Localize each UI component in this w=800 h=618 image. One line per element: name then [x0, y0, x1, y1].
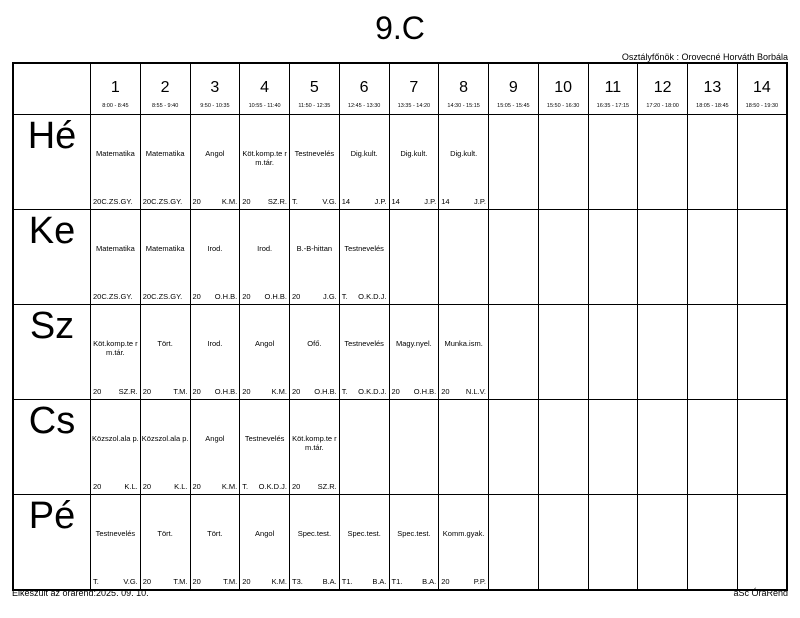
lesson-teacher: K.M. [271, 577, 287, 586]
empty-cell [439, 400, 489, 495]
lesson-cell [339, 305, 389, 400]
lesson-teacher: P.P. [473, 577, 486, 586]
lesson-group: 20 [242, 197, 251, 206]
lesson-group: 20C.ZS.GY. [93, 292, 133, 301]
lesson-group: 20 [391, 387, 400, 396]
empty-cell [638, 115, 688, 210]
empty-cell [389, 400, 439, 495]
lesson-group: T. [242, 482, 249, 491]
lesson-subject: Köt.komp.te rm.tár. [93, 339, 138, 357]
lesson-teacher: O.K.D.J. [258, 482, 287, 491]
day-row [13, 305, 787, 400]
empty-cell [688, 210, 738, 305]
lesson-subject: Tört. [157, 529, 173, 538]
period-time: 18:50 - 19:30 [745, 103, 779, 109]
lesson-teacher: J.G. [322, 292, 337, 301]
lesson-group: 20C.ZS.GY. [93, 197, 133, 206]
lesson-group: 20 [441, 577, 450, 586]
empty-cell [638, 210, 688, 305]
lesson-subject: Irod. [207, 244, 223, 253]
period-time: 15:05 - 15:45 [497, 103, 530, 109]
day-row [13, 115, 787, 210]
period-header [638, 63, 688, 115]
lesson-teacher: B.A. [372, 577, 387, 586]
lesson-cell [190, 495, 240, 591]
period-header [737, 63, 787, 115]
lesson-teacher: T.M. [223, 577, 238, 586]
lesson-group: 20 [441, 387, 450, 396]
empty-cell [588, 115, 638, 210]
lesson-teacher: B.A. [322, 577, 337, 586]
lesson-teacher: O.H.B. [264, 292, 287, 301]
period-number: 3 [210, 79, 220, 96]
lesson-teacher: J.P. [374, 197, 387, 206]
lesson-group: 20 [142, 482, 152, 491]
empty-cell [538, 305, 588, 400]
lesson-teacher: O.H.B. [214, 292, 238, 301]
lesson-subject: Irod. [207, 339, 223, 348]
period-number: 5 [309, 79, 319, 96]
period-number: 12 [653, 79, 672, 96]
period-time: 11:50 - 12:35 [298, 103, 331, 109]
empty-cell [489, 115, 539, 210]
empty-cell [588, 305, 638, 400]
lesson-group: 14 [441, 197, 450, 206]
lesson-group: 20 [242, 292, 251, 301]
period-number: 1 [110, 79, 120, 96]
period-time: 10:55 - 11:40 [248, 103, 281, 109]
lesson-group: T1. [391, 577, 403, 586]
empty-cell [638, 400, 688, 495]
empty-cell [688, 400, 738, 495]
lesson-cell [240, 210, 290, 305]
day-name: Hé [27, 115, 77, 157]
empty-cell [688, 305, 738, 400]
lesson-cell [190, 400, 240, 495]
lesson-group: 20 [242, 387, 251, 396]
lesson-cell [140, 495, 190, 591]
class-title: 9.C [375, 10, 425, 46]
period-time: 18:05 - 18:45 [696, 103, 729, 109]
period-number: 14 [752, 79, 771, 96]
lesson-cell [290, 495, 340, 591]
empty-cell [538, 115, 588, 210]
empty-cell [737, 305, 787, 400]
lesson-teacher: V.G. [322, 197, 337, 206]
lesson-subject: Komm.gyak. [442, 529, 485, 538]
lesson-group: 14 [341, 197, 351, 206]
day-row [13, 400, 787, 495]
lesson-cell [389, 495, 439, 591]
lesson-cell [91, 210, 141, 305]
empty-cell [439, 210, 489, 305]
lesson-cell [190, 210, 240, 305]
period-time: 15:50 - 16:30 [546, 103, 580, 109]
lesson-teacher: B.A. [422, 577, 437, 586]
lesson-teacher: T.M. [173, 577, 188, 586]
lesson-subject: Matematika [145, 149, 185, 158]
lesson-teacher: O.K.D.J. [358, 387, 387, 396]
empty-cell [538, 210, 588, 305]
lesson-group: 20 [93, 482, 102, 491]
lesson-group: T1. [341, 577, 353, 586]
lesson-group: 20 [292, 482, 301, 491]
period-number: 2 [160, 79, 170, 96]
period-header [489, 63, 539, 115]
lesson-cell [140, 305, 190, 400]
lesson-subject: Testnevelés [244, 434, 285, 443]
period-number: 6 [359, 79, 369, 96]
lesson-subject: Matematika [145, 244, 185, 253]
lesson-subject: Angol [255, 529, 275, 538]
period-header [290, 63, 340, 115]
lesson-cell [190, 305, 240, 400]
lesson-cell [240, 115, 290, 210]
lesson-subject: Dig.kult. [350, 149, 378, 158]
lesson-group: 20 [142, 387, 152, 396]
lesson-teacher: K.M. [271, 387, 287, 396]
lesson-teacher: T.M. [173, 387, 188, 396]
period-header [439, 63, 489, 115]
lesson-group: T. [341, 387, 348, 396]
lesson-cell [91, 400, 141, 495]
day-row [13, 210, 787, 305]
lesson-cell [389, 115, 439, 210]
lesson-subject: Magy.nyel. [396, 339, 432, 348]
period-number: 8 [459, 79, 469, 96]
period-header [538, 63, 588, 115]
lesson-group: 20 [192, 292, 201, 301]
period-time: 8:00 - 8:45 [102, 103, 129, 109]
period-header [190, 63, 240, 115]
day-name: Sz [29, 305, 75, 347]
period-header [91, 63, 141, 115]
lesson-cell [91, 495, 141, 591]
lesson-teacher: V.G. [123, 577, 138, 586]
lesson-cell [389, 305, 439, 400]
lesson-subject: Köt.komp.te rm.tár. [242, 149, 287, 167]
lesson-subject: Dig.kult. [400, 149, 428, 158]
lesson-teacher: SZ.R. [267, 197, 287, 206]
lesson-cell [339, 115, 389, 210]
lesson-cell [240, 400, 290, 495]
lesson-subject: Ofő. [307, 339, 322, 348]
empty-cell [588, 495, 638, 591]
lesson-teacher: K.L. [174, 482, 188, 491]
day-name: Pé [28, 495, 76, 537]
empty-cell [688, 115, 738, 210]
lesson-subject: Testnevelés [344, 244, 384, 253]
head-teacher-label: Osztályfőnök : Orovecné Horváth Borbála [621, 52, 788, 62]
lesson-group: 14 [391, 197, 400, 206]
lesson-cell [140, 115, 190, 210]
empty-cell [489, 210, 539, 305]
empty-cell [339, 400, 389, 495]
period-number: 4 [260, 79, 270, 96]
empty-cell [737, 400, 787, 495]
period-number: 10 [554, 79, 573, 96]
empty-cell [737, 210, 787, 305]
lesson-subject: Köt.komp.te rm.tár. [292, 434, 337, 452]
lesson-teacher: K.M. [221, 482, 238, 491]
lesson-group: 20 [292, 292, 301, 301]
period-header [140, 63, 190, 115]
lesson-subject: Közszol.ala p. [92, 434, 139, 443]
lesson-group: 20 [192, 482, 201, 491]
empty-cell [688, 495, 738, 591]
empty-cell [737, 495, 787, 591]
period-header-row [13, 63, 787, 115]
day-row [13, 495, 787, 591]
empty-cell [389, 210, 439, 305]
day-name: Ke [28, 210, 76, 252]
lesson-subject: Testnevelés [344, 339, 384, 348]
lesson-group: T. [292, 197, 298, 206]
lesson-cell [91, 305, 141, 400]
lesson-subject: Spec.test. [297, 529, 332, 538]
lesson-group: 20 [192, 197, 201, 206]
lesson-cell [339, 210, 389, 305]
period-number: 11 [604, 79, 622, 96]
lesson-group: 20 [192, 577, 201, 586]
empty-cell [538, 400, 588, 495]
lesson-group: T. [93, 577, 99, 586]
empty-cell [588, 400, 638, 495]
lesson-cell [290, 305, 340, 400]
lesson-teacher: O.H.B. [413, 387, 437, 396]
empty-cell [489, 305, 539, 400]
lesson-teacher: O.H.B. [314, 387, 337, 396]
day-label-cell [13, 400, 91, 495]
empty-cell [489, 400, 539, 495]
lesson-group: 20C.ZS.GY. [142, 292, 183, 301]
period-time: 9:50 - 10:35 [200, 103, 230, 109]
lesson-subject: Tört. [207, 529, 223, 538]
period-time: 13:35 - 14:20 [397, 103, 431, 109]
period-header [389, 63, 439, 115]
period-number: 13 [703, 79, 722, 96]
day-label-cell [13, 210, 91, 305]
period-time: 12:45 - 13:30 [347, 103, 381, 109]
lesson-subject: Spec.test. [397, 529, 431, 538]
lesson-teacher: N.L.V. [465, 387, 486, 396]
lesson-subject: Dig.kult. [450, 149, 478, 158]
lesson-group: T. [341, 292, 348, 301]
day-label-cell [13, 495, 91, 591]
timetable [12, 62, 788, 591]
lesson-cell [439, 305, 489, 400]
lesson-teacher: SZ.R. [317, 482, 337, 491]
day-label-cell [13, 305, 91, 400]
lesson-subject: Angol [205, 149, 225, 158]
lesson-cell [439, 115, 489, 210]
lesson-group: 20 [292, 387, 301, 396]
lesson-cell [290, 400, 340, 495]
lesson-cell [439, 495, 489, 591]
period-number: 7 [409, 79, 419, 96]
empty-cell [588, 210, 638, 305]
period-time: 8:55 - 9:40 [151, 103, 179, 109]
lesson-group: 20C.ZS.GY. [142, 197, 183, 206]
software-credit: aSc ÓraRend [733, 588, 788, 598]
lesson-teacher: K.M. [221, 197, 238, 206]
lesson-group: 20 [192, 387, 201, 396]
lesson-cell [240, 305, 290, 400]
lesson-cell [190, 115, 240, 210]
lesson-cell [339, 495, 389, 591]
lesson-group: 20 [142, 577, 152, 586]
lesson-subject: Matematika [95, 244, 135, 253]
period-number: 9 [508, 79, 518, 96]
lesson-teacher: SZ.R. [118, 387, 138, 396]
lesson-subject: Testnevelés [294, 149, 335, 158]
period-header [688, 63, 738, 115]
lesson-subject: Tört. [157, 339, 173, 348]
lesson-cell [240, 495, 290, 591]
lesson-cell [140, 400, 190, 495]
lesson-teacher: O.H.B. [214, 387, 238, 396]
lesson-subject: Munka.ism. [444, 339, 483, 348]
period-header [240, 63, 290, 115]
lesson-group: 20 [242, 577, 251, 586]
lesson-teacher: J.P. [424, 197, 437, 206]
lesson-teacher: O.K.D.J. [358, 292, 387, 301]
corner-cell [13, 63, 91, 115]
lesson-subject: B.-B-hittan [296, 244, 333, 253]
empty-cell [538, 495, 588, 591]
period-time: 14:30 - 15:15 [447, 103, 480, 109]
lesson-subject: Testnevelés [95, 529, 136, 538]
period-header [339, 63, 389, 115]
lesson-subject: Matematika [95, 149, 135, 158]
lesson-cell [91, 115, 141, 210]
lesson-subject: Angol [255, 339, 275, 348]
lesson-subject: Spec.test. [347, 529, 381, 538]
lesson-subject: Irod. [257, 244, 273, 253]
day-label-cell [13, 115, 91, 210]
day-name: Cs [28, 400, 76, 442]
period-header [588, 63, 638, 115]
lesson-teacher: K.L. [124, 482, 138, 491]
empty-cell [737, 115, 787, 210]
lesson-cell [290, 210, 340, 305]
empty-cell [638, 305, 688, 400]
lesson-group: T3. [292, 577, 303, 586]
period-time: 16:35 - 17:15 [596, 103, 630, 109]
period-time: 17:20 - 18:00 [646, 103, 679, 109]
generated-date: Elkészült az órarend:2025. 09. 10. [12, 588, 149, 598]
lesson-subject: Angol [205, 434, 225, 443]
lesson-cell [290, 115, 340, 210]
lesson-cell [140, 210, 190, 305]
lesson-teacher: J.P. [474, 197, 486, 206]
empty-cell [638, 495, 688, 591]
lesson-subject: Közszol.ala p. [141, 434, 189, 443]
empty-cell [489, 495, 539, 591]
lesson-group: 20 [93, 387, 102, 396]
